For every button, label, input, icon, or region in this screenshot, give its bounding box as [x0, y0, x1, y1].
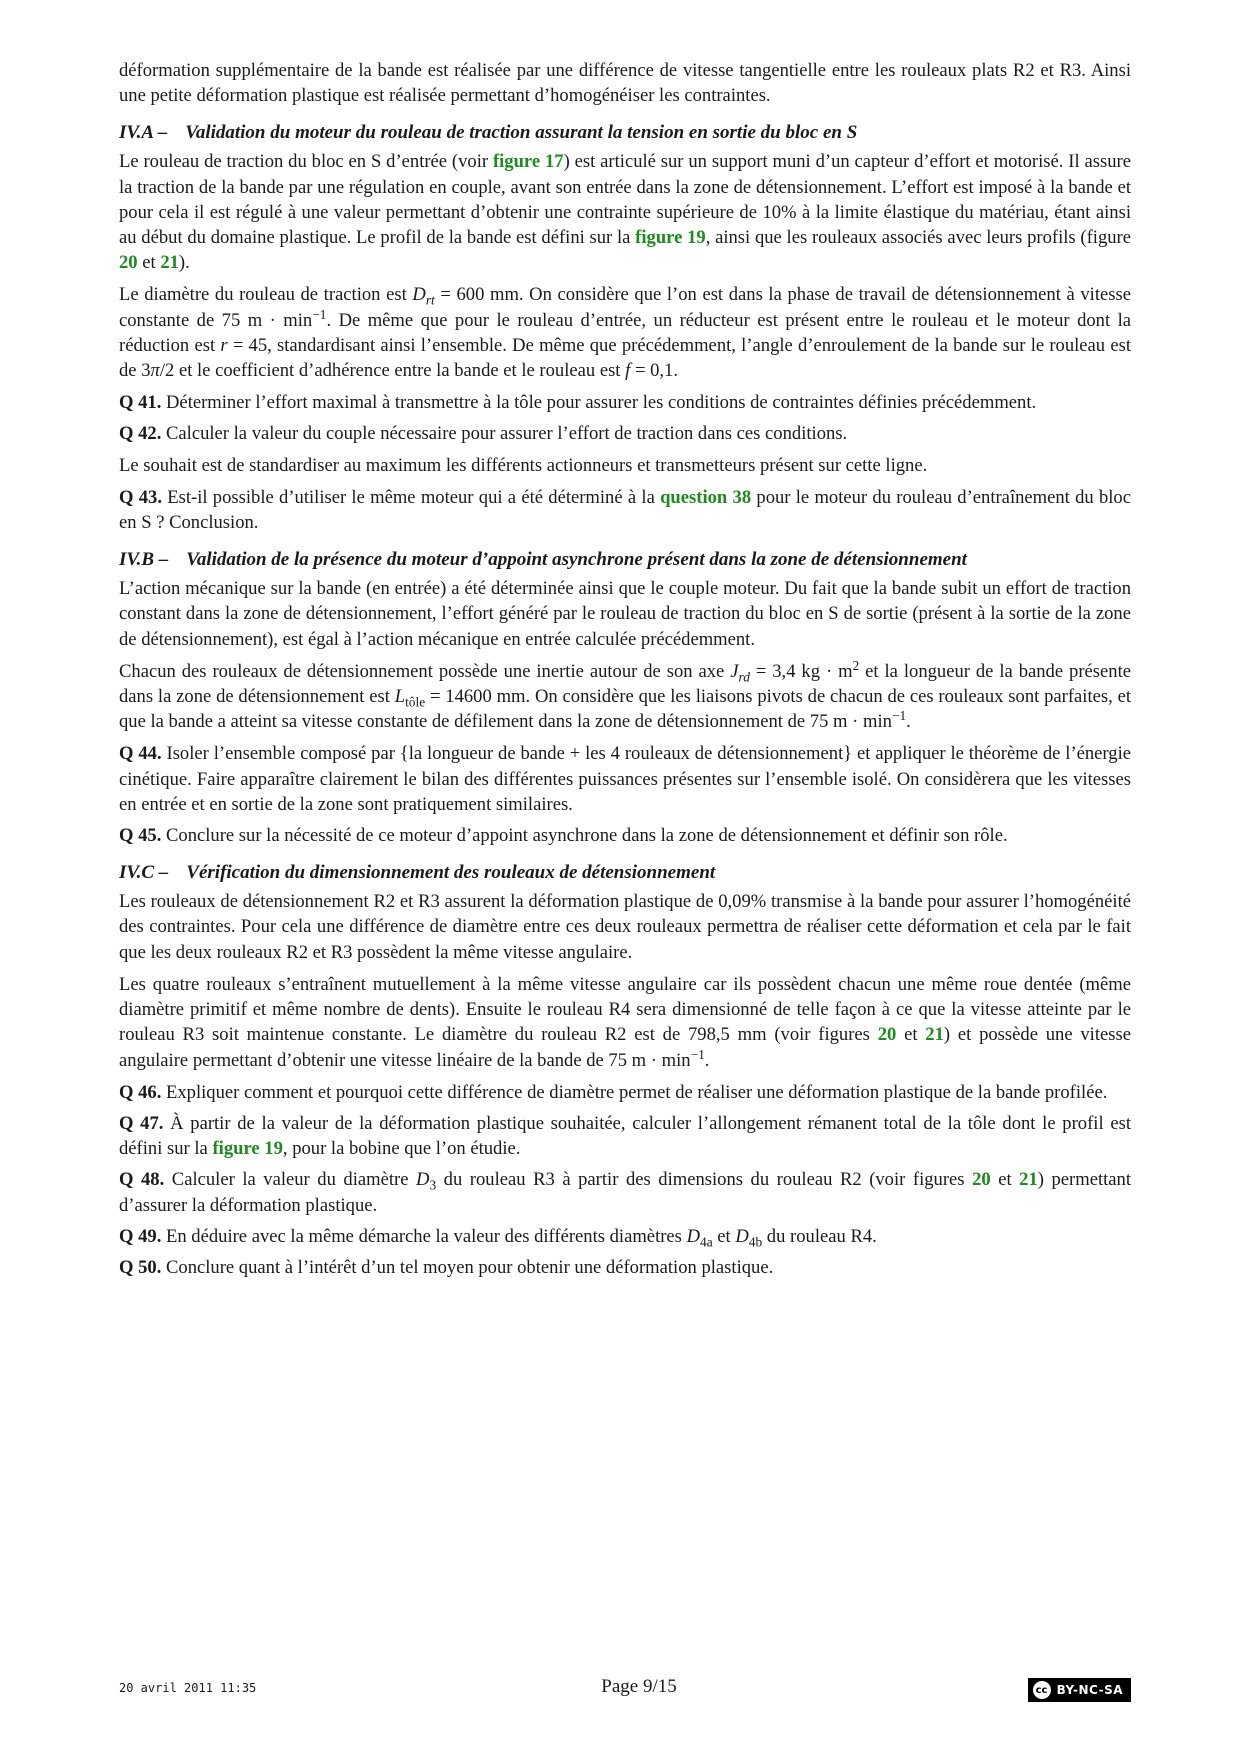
license-badge[interactable]: [1028, 1678, 1131, 1702]
paragraph: Le souhait est de standardiser au maximum les différents actionneurs et transmetteurs présent sur cette ligne.: [119, 454, 928, 476]
section-heading-iv-b: [119, 547, 1131, 572]
figure-link[interactable]: 20: [972, 1169, 991, 1191]
figure-link[interactable]: 21: [1019, 1169, 1038, 1191]
section-heading-iv-c: [119, 860, 1131, 885]
figure-link[interactable]: 20: [119, 252, 138, 274]
page-footer: [119, 1676, 1131, 1706]
section-number: IV.B –: [119, 549, 169, 571]
figure-link[interactable]: 20: [877, 1024, 897, 1046]
section-title: Validation de la présence du moteur d’appoint asynchrone présent dans la zone de détensionnement: [186, 549, 967, 571]
paragraph: Les quatre rouleaux s’entraînent mutuellement à la même vitesse angulaire car ils possèdent chacun une même roue dentée (même diamètre primitif et même nombre de dents). Ensuite le rouleau R4 sera dimensionné de telle façon à ce que la vitesse atteinte par le rouleau R3 soit maintenue constante. Le diamètre du rouleau R2 est de 798,5 mm (voir figures 20 et 21) et possède une vitesse angulaire permettant d’obtenir une vitesse linéaire de la bande de 75 $m \cdot \min^{-1}$.: [119, 973, 1131, 1071]
intro-paragraph: déformation supplémentaire de la bande est réalisée par une différence de vitesse tangentielle entre les rouleaux plats R2 et R3. Ainsi une petite déformation plastique est réalisée permettant d’homogénéiser les contraintes.: [119, 60, 1131, 107]
figure-link[interactable]: 21: [160, 252, 179, 274]
question-43: Q 43. Est-il possible d’utiliser le même moteur qui a été déterminé à la question 38 pour le moteur du rouleau d’entraînement du bloc en S ? Conclusion.: [119, 486, 1131, 534]
question-41: Q 41. Déterminer l’effort maximal à transmettre à la tôle pour assurer les conditions de contraintes définies précédemment.: [119, 392, 1037, 414]
question-47: Q 47. À partir de la valeur de la déformation plastique souhaitée, calculer l’allongement rémanent total de la tôle dont le profil est défini sur la figure 19, pour la bobine que l’on étudie.: [119, 1112, 1131, 1160]
question-49: Q 49. En déduire avec la même démarche la valeur des différents diamètres $D_{4a}$ et $D_{4b}$ du rouleau R4.: [119, 1225, 877, 1250]
footer-date: 20 avril 2011 11:35: [119, 1681, 257, 1695]
question-46: Q 46. Expliquer comment et pourquoi cette différence de diamètre permet de réaliser une déformation plastique de la bande profilée.: [119, 1081, 1108, 1103]
question-45: Q 45. Conclure sur la nécessité de ce moteur d’appoint asynchrone dans la zone de détensionnement et définir son rôle.: [119, 825, 1008, 847]
section-number: IV.A –: [119, 122, 168, 144]
section-title: Validation du moteur du rouleau de traction assurant la tension en sortie du bloc en S: [185, 122, 858, 144]
question-42: Q 42. Calculer la valeur du couple nécessaire pour assurer l’effort de traction dans ces conditions.: [119, 423, 848, 445]
paragraph: Le diamètre du rouleau de traction est $D_{rt} = 600$ mm. On considère que l’on est dans la phase de travail de détensionnement à vitesse constante de 75 $m \cdot \min^{-1}$. De même que pour le rouleau d’entrée, un réducteur est présent entre le rouleau et le moteur dont la réduction est r = 45, standardisant ainsi l’ensemble. De même que précédemment, l’angle d’enroulement de la bande sur le rouleau est de 3π/2 et le coefficient d’adhérence entre la bande et le rouleau est f = 0,1.: [119, 284, 1132, 382]
figure-link[interactable]: figure 17: [492, 151, 564, 173]
figure-link[interactable]: figure 19: [635, 227, 706, 249]
section-heading-iv-a: [119, 120, 1131, 145]
creative-commons-icon: cc: [1033, 1681, 1051, 1699]
figure-link[interactable]: 21: [925, 1024, 944, 1046]
paragraph: Le rouleau de traction du bloc en S d’entrée (voir figure 17) est articulé sur un support muni d’un capteur d’effort et motorisé. Il assure la traction de la bande par une régulation en couple, avant son entrée dans la zone de détensionnement. L’effort est imposé à la bande et pour cela il est régulé à une valeur permettant d’obtenir une contrainte supérieure de 10% à la limite élastique du matériau, étant ainsi au début du domaine plastique. Le profil de la bande est défini sur la figure 19, ainsi que les rouleaux associés avec leurs profils (figure 20 et 21).: [119, 151, 1131, 274]
paragraph: L’action mécanique sur la bande (en entrée) a été déterminée ainsi que le couple moteur. Du fait que la bande subit un effort de traction constant dans la zone de détensionnement, l’effort généré par le rouleau de traction du bloc en S de sortie (présent à la sortie de la zone de détensionnement), est égal à l’action mécanique en entrée calculée précédemment.: [119, 578, 1131, 650]
question-link[interactable]: question 38: [660, 486, 752, 508]
question-48: Q 48. Calculer la valeur du diamètre $D_3$ du rouleau R3 à partir des dimensions du rouleau R2 (voir figures 20 et 21) permettant d’assurer la déformation plastique.: [119, 1169, 1132, 1216]
figure-link[interactable]: figure 19: [212, 1138, 283, 1160]
question-44: Q 44. Isoler l’ensemble composé par {la longueur de bande + les 4 rouleaux de détensionnement} et appliquer le théorème de l’énergie cinétique. Faire apparaître clairement le bilan des différentes puissances présentes sur l’ensemble isolé. On considèrera que les vitesses en entrée et en sortie de la zone sont pratiquement similaires.: [119, 743, 1132, 815]
section-title: Vérification du dimensionnement des rouleaux de détensionnement: [186, 862, 716, 884]
paragraph: Chacun des rouleaux de détensionnement possède une inertie autour de son axe $J_{rd} = 3,4$ kg · $m^2$ et la longueur de la bande présente dans la zone de détensionnement est $L_{tôle} = 14600$ mm. On considère que les liaisons pivots de chacun de ces rouleaux sont parfaites, et que la bande a atteint sa vitesse constante de défilement dans la zone de détensionnement de 75 $m \cdot \min^{-1}$.: [119, 657, 1132, 733]
section-number: IV.C –: [119, 862, 169, 884]
page-content: [119, 58, 1131, 1286]
license-label: BY-NC-SA: [1056, 1683, 1123, 1697]
page-number: Page 9/15: [601, 1676, 677, 1697]
question-50: Q 50. Conclure quant à l’intérêt d’un tel moyen pour obtenir une déformation plastique.: [119, 1256, 774, 1278]
paragraph: Les rouleaux de détensionnement R2 et R3 assurent la déformation plastique de 0,09% transmise à la bande pour assurer l’homogénéité des contraintes. Pour cela une différence de diamètre entre ces deux rouleaux permettra de réaliser cette déformation et cela par le fait que les deux rouleaux R2 et R3 possèdent la même vitesse angulaire.: [119, 891, 1131, 963]
